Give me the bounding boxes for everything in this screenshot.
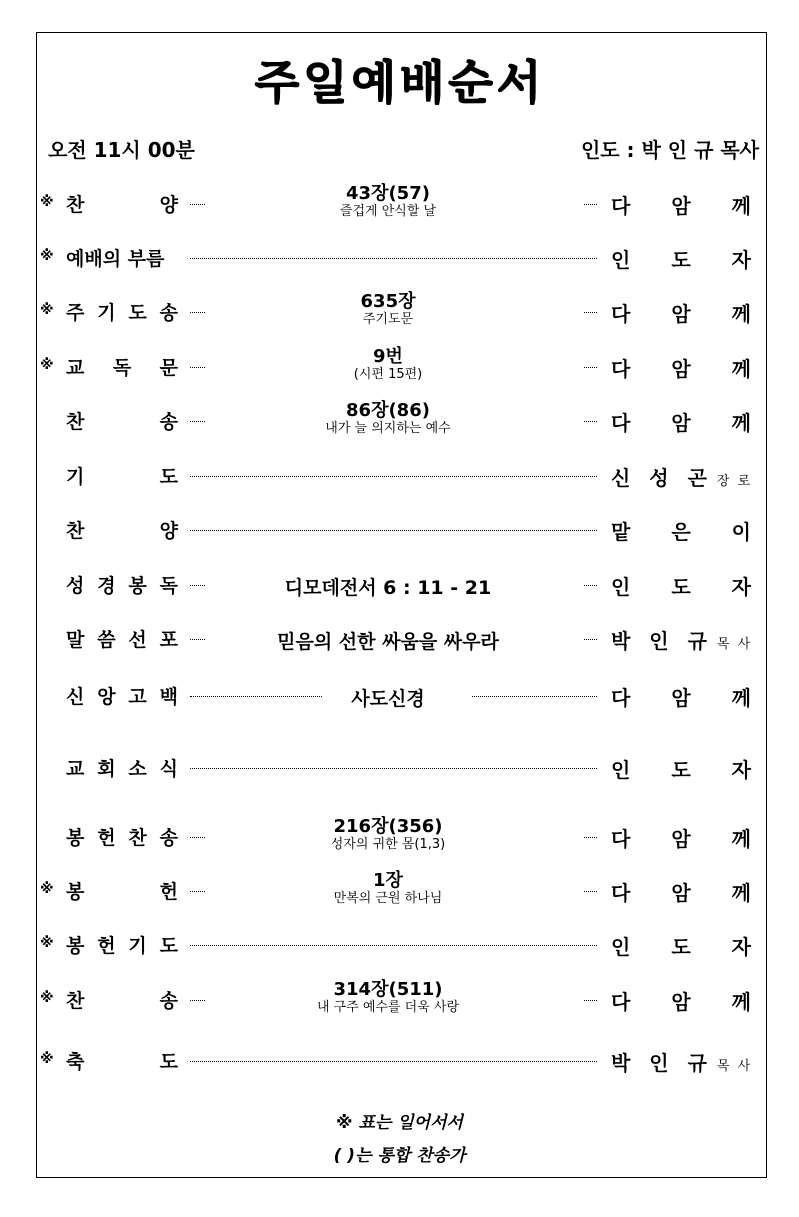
item-label-char: 송 [159, 990, 178, 1012]
person-char: 다 [611, 194, 631, 218]
dotted-leader [190, 421, 205, 422]
item-label-char: 찬 [66, 990, 85, 1012]
hymn-number: 314장(511) [333, 979, 443, 1000]
item-label-char: 기 [66, 466, 85, 488]
service-item [0, 565, 799, 605]
item-label-char: 봉 [128, 575, 147, 597]
dotted-leader [190, 204, 205, 205]
hymn-title: (시편 15편) [353, 367, 423, 382]
person-char: 암 [671, 990, 691, 1014]
hymn-title: 주기도문 [362, 312, 414, 327]
responsible-person [611, 877, 751, 906]
service-item [0, 347, 799, 387]
standing-mark: ※ [40, 1051, 54, 1067]
item-label [66, 190, 178, 217]
item-label [66, 682, 178, 709]
item-label-char: 도 [159, 466, 178, 488]
person-char: 께 [731, 357, 751, 381]
person-char: 맡 [611, 520, 631, 544]
dotted-leader [584, 639, 597, 640]
item-label-char: 헌 [97, 827, 116, 849]
person-char: 도 [671, 575, 691, 599]
item-label [66, 625, 178, 652]
item-label-char: 송 [159, 827, 178, 849]
service-item [0, 1041, 799, 1081]
standing-mark: ※ [40, 990, 54, 1006]
dotted-leader [190, 837, 205, 838]
dotted-leader [190, 696, 322, 697]
hymn-title: 만복의 근원 하나님 [333, 891, 443, 906]
responsible-person [611, 682, 751, 711]
responsible-person [611, 986, 751, 1015]
responsible-person [611, 407, 751, 436]
item-label-char: 포 [159, 629, 178, 651]
item-detail [238, 401, 538, 437]
person-char: 이 [731, 520, 751, 544]
responsible-person [611, 823, 751, 852]
person-title: 장 로 [716, 474, 753, 489]
person-char: 다 [611, 990, 631, 1014]
person-char: 다 [611, 881, 631, 905]
item-label [66, 462, 178, 489]
service-item [0, 292, 799, 332]
item-label-char: 독 [112, 357, 132, 379]
item-label-char: 씀 [97, 629, 116, 651]
responsible-person [611, 754, 751, 783]
responsible-person [611, 931, 751, 960]
person-char: 다 [611, 686, 631, 710]
item-label-char: 도 [159, 935, 178, 957]
person-char: 다 [611, 302, 631, 326]
service-leader: 인도 : 박 인 규 목사 [580, 138, 759, 162]
dotted-leader [190, 476, 597, 477]
person-char: 암 [671, 686, 691, 710]
item-label-char: 양 [159, 194, 178, 216]
person-char: 도 [671, 935, 691, 959]
standing-mark: ※ [40, 302, 54, 318]
service-item [0, 401, 799, 441]
item-label [66, 823, 178, 850]
item-label-char: 고 [128, 686, 147, 708]
item-detail: 믿음의 선한 싸움을 싸우라 [277, 631, 499, 653]
person-char: 다 [611, 411, 631, 435]
item-label [66, 407, 178, 434]
dotted-leader [190, 367, 205, 368]
person-char: 께 [731, 194, 751, 218]
person-char: 께 [731, 686, 751, 710]
page-title: 주일예배순서 [254, 55, 545, 109]
item-label-char: 소 [128, 758, 147, 780]
item-label-char: 헌 [159, 881, 178, 903]
item-label-char: 헌 [97, 935, 116, 957]
responsible-person [611, 516, 751, 545]
item-label-char: 경 [97, 575, 116, 597]
footer-note-hymnal: ( )는 통합 찬송가 [333, 1146, 466, 1166]
person-char: 암 [671, 302, 691, 326]
service-item [0, 456, 799, 496]
person-char: 은 [671, 520, 691, 544]
item-label-char: 찬 [66, 194, 85, 216]
person-char: 다 [611, 827, 631, 851]
item-label-char: 축 [66, 1051, 85, 1073]
item-label-char: 선 [128, 629, 147, 651]
responsible-person [611, 571, 751, 600]
dotted-leader [190, 768, 597, 769]
item-label-char: 봉 [66, 827, 85, 849]
item-label-char: 찬 [66, 411, 85, 433]
item-label-char: 도 [159, 1051, 178, 1073]
item-detail [238, 817, 538, 853]
hymn-title: 성자의 귀한 몸(1,3) [330, 837, 446, 852]
hymn-title: 내 구주 예수를 더욱 사랑 [316, 1000, 460, 1015]
dotted-leader [584, 367, 597, 368]
hymn-number: 43장(57) [346, 183, 430, 204]
person-title: 목 사 [716, 637, 753, 652]
item-label-char: 기 [97, 302, 116, 324]
dotted-leader [190, 530, 597, 531]
dotted-leader [584, 204, 597, 205]
person-char: 암 [671, 357, 691, 381]
dotted-leader [190, 312, 205, 313]
service-item [0, 619, 799, 659]
item-label [66, 571, 178, 598]
person-char: 도 [671, 758, 691, 782]
person-char: 자 [731, 575, 751, 599]
service-item [0, 676, 799, 716]
item-label-char: 신 [66, 686, 85, 708]
item-detail [238, 871, 538, 907]
item-label [66, 986, 178, 1013]
dotted-leader [472, 696, 597, 697]
standing-mark: ※ [40, 194, 54, 210]
dotted-leader [584, 585, 597, 586]
item-label-char: 송 [159, 302, 178, 324]
item-label-char: 주 [66, 302, 85, 324]
person-char: 다 [611, 357, 631, 381]
item-label-char: 봉 [66, 881, 85, 903]
item-label [66, 877, 178, 904]
item-label [66, 754, 178, 781]
item-label-char: 독 [159, 575, 178, 597]
hymn-number: 216장(356) [333, 816, 443, 837]
item-detail: 디모데전서 6 : 11 - 21 [284, 577, 492, 599]
person-char: 인 [611, 575, 631, 599]
dotted-leader [190, 585, 205, 586]
item-label-char: 성 [66, 575, 85, 597]
service-item [0, 238, 799, 278]
service-item [0, 817, 799, 857]
item-label-char: 문 [159, 357, 178, 379]
item-label [66, 244, 178, 271]
item-detail [238, 980, 538, 1016]
item-detail [238, 184, 538, 220]
item-label-char: 백 [159, 686, 178, 708]
hymn-number: 86장(86) [346, 400, 430, 421]
hymn-title: 즐겁게 안식할 날 [339, 204, 437, 219]
person-char: 자 [731, 935, 751, 959]
person-name: 신 성 곤 [611, 466, 713, 490]
person-name: 박 인 규 [611, 1051, 713, 1075]
standing-mark: ※ [40, 935, 54, 951]
person-char: 자 [731, 248, 751, 272]
person-char: 인 [611, 935, 631, 959]
hymn-number: 635장 [360, 291, 416, 312]
responsible-person [611, 1047, 751, 1076]
responsible-person [611, 462, 751, 491]
item-label-char: 식 [159, 758, 178, 780]
person-char: 자 [731, 758, 751, 782]
item-label [66, 298, 178, 325]
hymn-number: 9번 [373, 346, 403, 367]
service-item [0, 748, 799, 788]
dotted-leader [584, 891, 597, 892]
item-label-char: 예배의 부름 [66, 248, 165, 270]
person-char: 께 [731, 302, 751, 326]
dotted-leader [190, 945, 597, 946]
item-label-char: 찬 [66, 520, 85, 542]
service-item [0, 871, 799, 911]
service-time: 오전 11시 00분 [48, 138, 195, 162]
person-char: 암 [671, 411, 691, 435]
person-char: 께 [731, 827, 751, 851]
dotted-leader [190, 639, 205, 640]
responsible-person [611, 298, 751, 327]
person-char: 께 [731, 411, 751, 435]
person-char: 암 [671, 194, 691, 218]
item-label-char: 기 [128, 935, 147, 957]
dotted-leader [190, 1061, 597, 1062]
person-char: 인 [611, 248, 631, 272]
dotted-leader [190, 258, 597, 259]
person-char: 도 [671, 248, 691, 272]
responsible-person [611, 353, 751, 382]
dotted-leader [584, 837, 597, 838]
item-label [66, 353, 178, 380]
dotted-leader [584, 1000, 597, 1001]
item-label-char: 말 [66, 629, 85, 651]
item-label-char: 도 [128, 302, 147, 324]
item-detail [238, 347, 538, 383]
item-label [66, 1047, 178, 1074]
person-char: 인 [611, 758, 631, 782]
item-label-char: 앙 [97, 686, 116, 708]
hymn-number: 1장 [373, 870, 403, 891]
person-char: 암 [671, 881, 691, 905]
item-label-char: 교 [66, 357, 85, 379]
service-item [0, 510, 799, 550]
item-label-char: 교 [66, 758, 85, 780]
hymn-title: 내가 늘 의지하는 예수 [325, 421, 451, 436]
person-title: 목 사 [716, 1059, 753, 1074]
person-char: 암 [671, 827, 691, 851]
item-label [66, 516, 178, 543]
footer-note-standing: ※ 표는 일어서서 [336, 1113, 463, 1133]
dotted-leader [190, 1000, 205, 1001]
item-label-char: 봉 [66, 935, 85, 957]
dotted-leader [584, 421, 597, 422]
service-item [0, 980, 799, 1020]
service-item [0, 184, 799, 224]
responsible-person [611, 244, 751, 273]
responsible-person [611, 625, 751, 654]
item-label [66, 931, 178, 958]
item-label-char: 양 [159, 520, 178, 542]
dotted-leader [190, 891, 205, 892]
standing-mark: ※ [40, 357, 54, 373]
item-label-char: 회 [97, 758, 116, 780]
standing-mark: ※ [40, 248, 54, 264]
dotted-leader [584, 312, 597, 313]
person-name: 박 인 규 [611, 629, 713, 653]
service-item [0, 925, 799, 965]
person-char: 께 [731, 990, 751, 1014]
responsible-person [611, 190, 751, 219]
item-label-char: 송 [159, 411, 178, 433]
person-char: 께 [731, 881, 751, 905]
item-label-char: 찬 [128, 827, 147, 849]
standing-mark: ※ [40, 881, 54, 897]
item-detail [238, 292, 538, 328]
item-detail: 사도신경 [351, 688, 425, 710]
